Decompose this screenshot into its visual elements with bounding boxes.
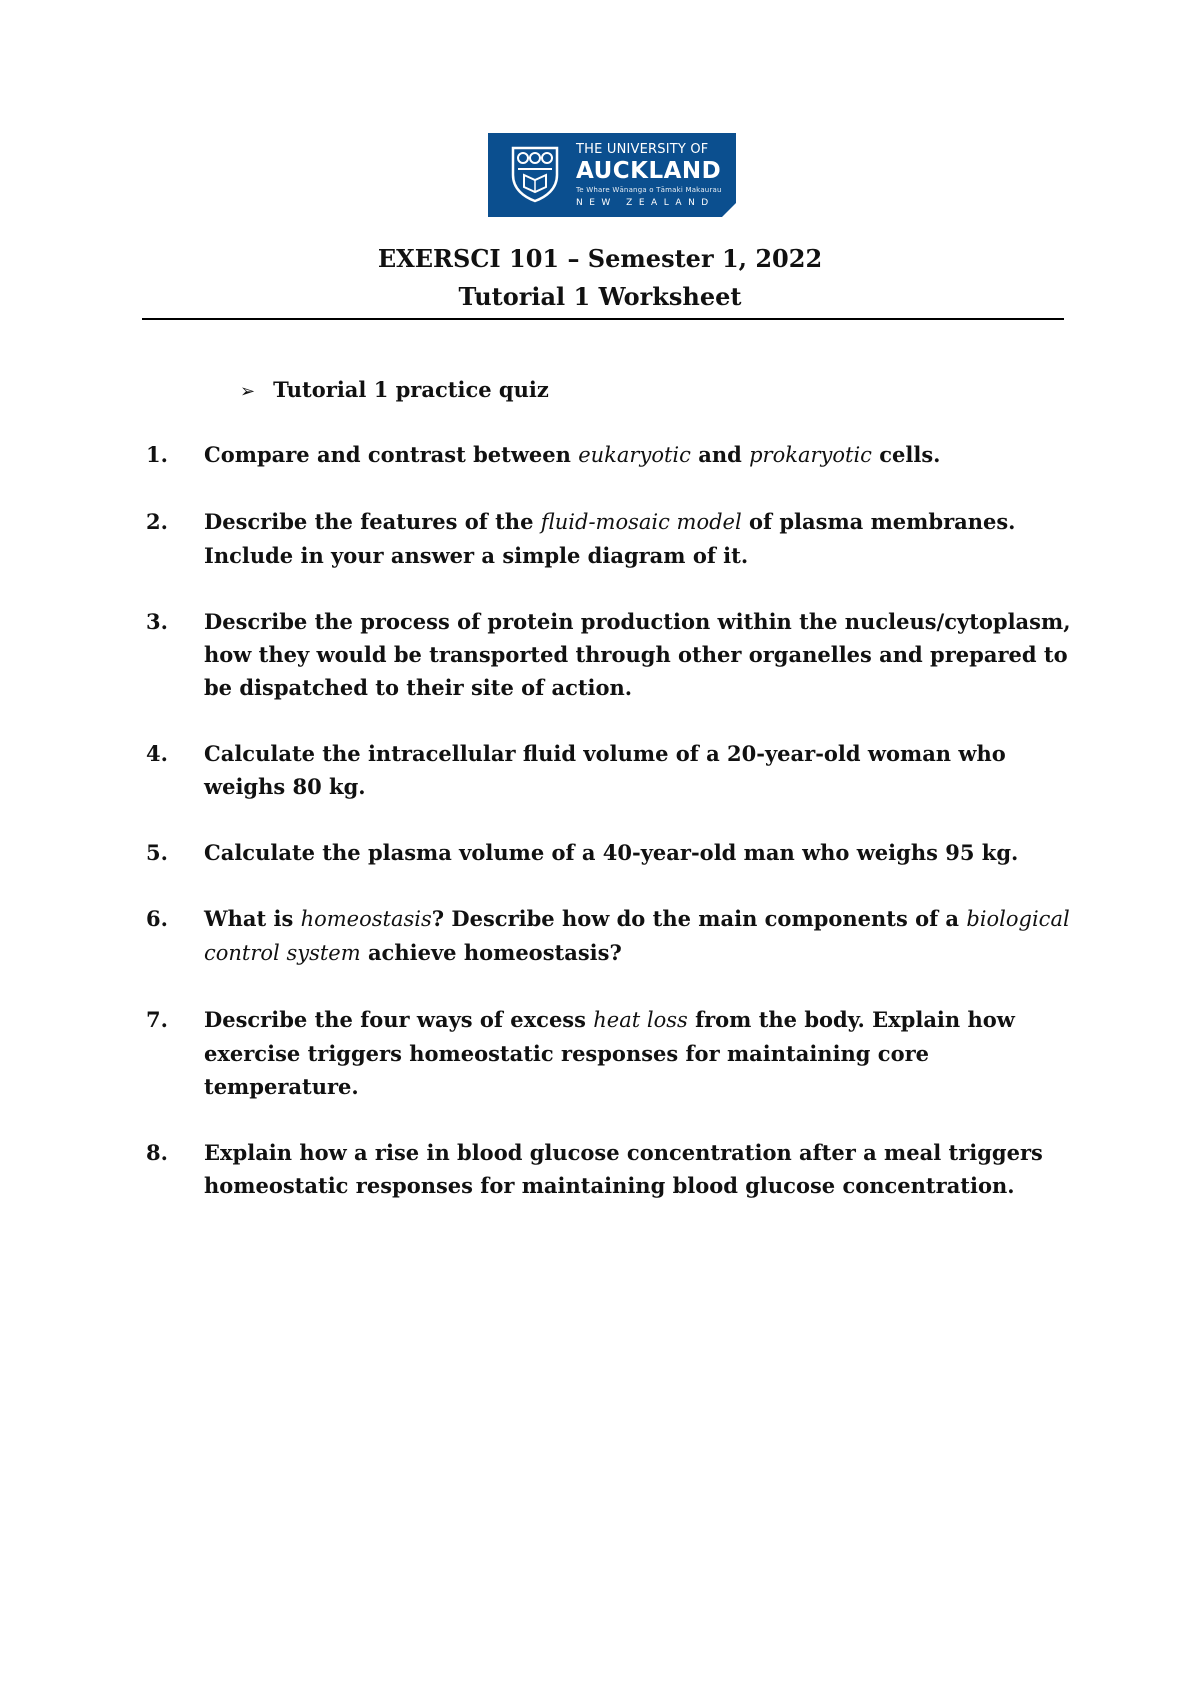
question-text <box>204 836 1074 869</box>
question-number: 3. <box>146 609 168 634</box>
question-text-segment: ? Describe how do the main components of a <box>431 906 967 931</box>
quiz-heading <box>240 375 549 407</box>
question-text <box>204 505 1074 572</box>
question-item <box>0 836 1200 869</box>
question-term: homeostasis <box>300 907 432 931</box>
question-number: 4. <box>146 741 168 766</box>
question-text-segment: Calculate the intracellular fluid volume of a 20-year-old woman who weighs 80 kg. <box>204 741 1006 799</box>
question-text <box>204 902 1074 970</box>
question-text-segment: Describe the process of protein production within the nucleus/cytoplasm, how they would be transported through other organelles and prepared to be dispatched to their site of action. <box>204 609 1071 700</box>
logo-corner-notch <box>722 203 736 217</box>
question-text-segment: cells. <box>871 442 941 467</box>
question-number: 7. <box>146 1007 168 1032</box>
question-number: 6. <box>146 906 168 931</box>
question-number: 1. <box>146 442 168 467</box>
quiz-heading-label: Tutorial 1 practice quiz <box>273 377 549 402</box>
question-text <box>204 605 1074 704</box>
question-term: prokaryotic <box>749 443 872 467</box>
question-text-segment: from the body. Explain how exercise triggers homeostatic responses for maintaining core temperature. <box>204 1007 1015 1099</box>
question-item <box>0 438 1200 472</box>
question-text-segment: Explain how a rise in blood glucose concentration after a meal triggers homeostatic responses for maintaining blood glucose concentration. <box>204 1140 1043 1198</box>
question-text-segment: and <box>690 442 750 467</box>
question-item <box>0 505 1200 572</box>
university-logo <box>488 133 736 217</box>
question-item <box>0 737 1200 803</box>
question-number: 5. <box>146 840 168 865</box>
question-number: 2. <box>146 509 168 534</box>
question-item <box>0 1136 1200 1202</box>
question-text-segment: Describe the four ways of excess <box>204 1007 594 1032</box>
logo-line-maori: Te Whare Wānanga o Tāmaki Makaurau <box>576 186 722 194</box>
question-text-segment: achieve homeostasis? <box>360 940 622 965</box>
document-header <box>0 240 1200 316</box>
question-text-segment: of plasma membranes. Include in your answer a simple diagram of it. <box>204 509 1016 568</box>
question-list <box>0 438 1200 1235</box>
question-number: 8. <box>146 1140 168 1165</box>
question-item <box>0 605 1200 704</box>
question-text-segment: What is <box>204 906 301 931</box>
course-title: EXERSCI 101 – Semester 1, 2022 <box>377 244 823 273</box>
question-term: fluid-mosaic model <box>540 510 742 534</box>
logo-line-country: NEW ZEALAND <box>576 198 715 208</box>
arrow-bullet-icon: ➢ <box>240 381 256 402</box>
question-text <box>204 1136 1074 1202</box>
question-term: biological control system <box>204 907 1070 965</box>
question-text <box>204 1003 1074 1103</box>
header-divider <box>142 318 1064 320</box>
worksheet-title: Tutorial 1 Worksheet <box>458 282 742 311</box>
question-text-segment: Compare and contrast between <box>204 442 579 467</box>
question-item <box>0 1003 1200 1103</box>
question-text <box>204 438 1074 472</box>
crest-icon <box>510 145 560 203</box>
question-text-segment: Describe the features of the <box>204 509 541 534</box>
logo-line-university: THE UNIVERSITY OF <box>576 142 709 157</box>
question-term: heat loss <box>593 1008 688 1032</box>
question-text-segment: Calculate the plasma volume of a 40-year-old man who weighs 95 kg. <box>204 840 1019 865</box>
question-item <box>0 902 1200 970</box>
logo-line-auckland: AUCKLAND <box>576 158 722 184</box>
logo-wordmark <box>576 141 722 208</box>
question-text <box>204 737 1074 803</box>
question-term: eukaryotic <box>578 443 691 467</box>
